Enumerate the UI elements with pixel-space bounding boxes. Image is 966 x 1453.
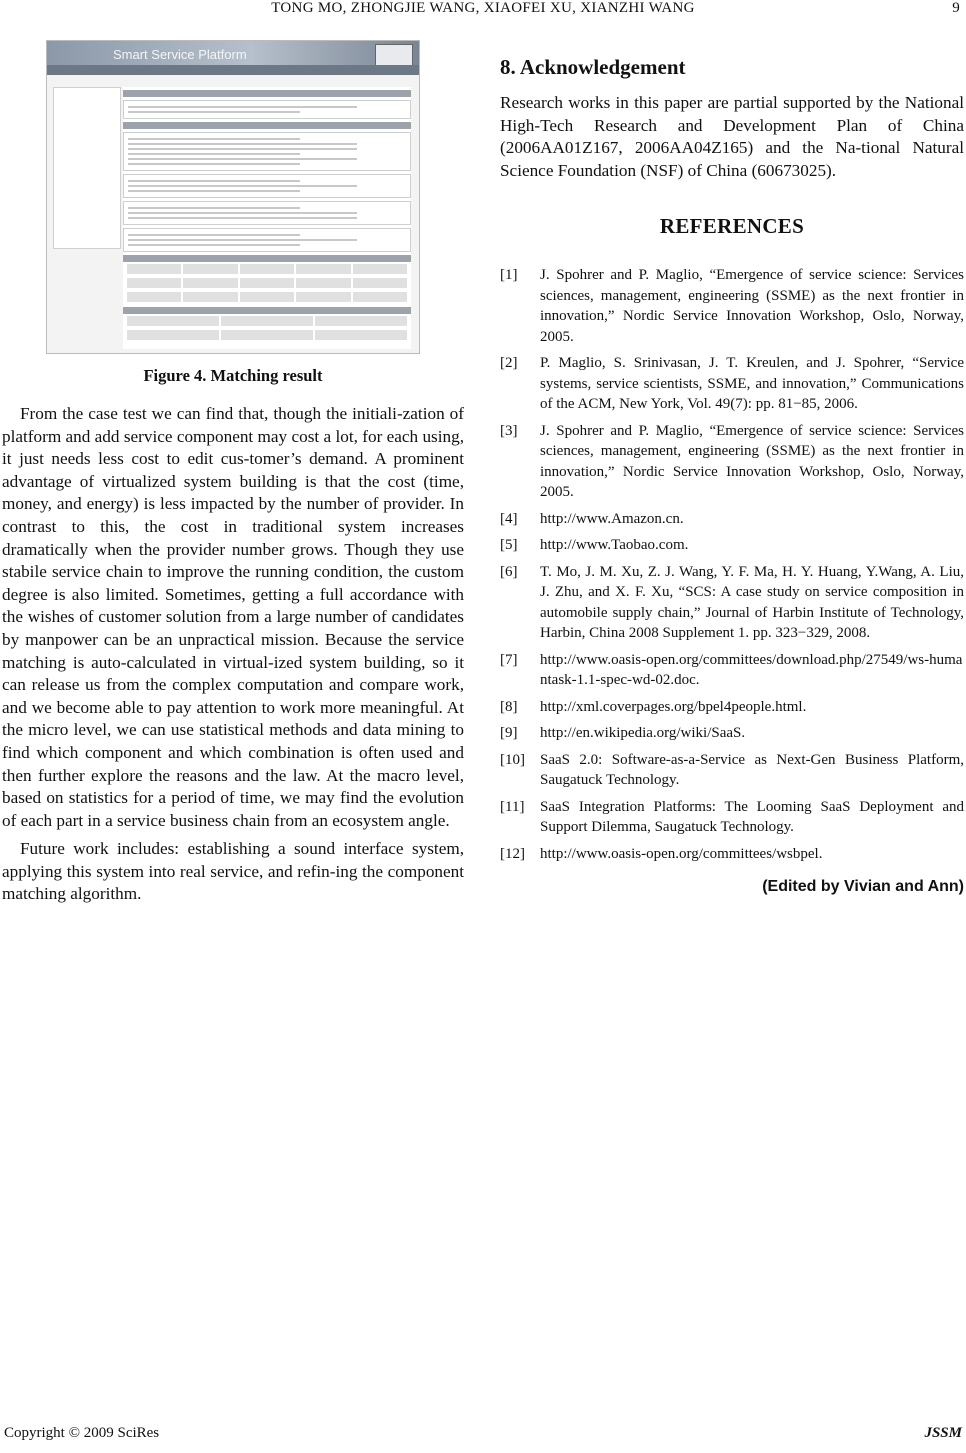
reference-text: http://www.oasis-open.org/committees/download.php/27549/ws-humantask-1.1-spec-wd-02.doc. bbox=[540, 651, 963, 689]
reference-item bbox=[500, 421, 964, 503]
figure-sidebar-heading bbox=[54, 88, 120, 90]
figure-box bbox=[123, 201, 411, 225]
figure-screenshot bbox=[46, 40, 420, 354]
reference-number: [12] bbox=[500, 845, 525, 862]
reference-item bbox=[500, 265, 964, 347]
reference-text: P. Maglio, S. Srinivasan, J. T. Kreulen, and J. Spohrer, “Service systems, service scientists, SSME, and innovation,” Communications of the ACM, New York, Vol. 49(7): pp. 81−85, 2006. bbox=[540, 355, 964, 413]
header-authors: TONG MO, ZHONGJIE WANG, XIAOFEI XU, XIANZHI WANG bbox=[271, 0, 695, 16]
figure-box bbox=[123, 174, 411, 198]
figure-banner-title: Smart Service Platform bbox=[113, 47, 247, 62]
reference-text: J. Spohrer and P. Maglio, “Emergence of service science: Services sciences, management, engineering (SSME) as the next frontier in innovation,” Nordic Service Innovation Workshop, Oslo, Norway, 2005. bbox=[540, 267, 964, 345]
right-column bbox=[500, 40, 964, 896]
references-heading: REFERENCES bbox=[659, 214, 805, 239]
running-header bbox=[0, 0, 966, 24]
reference-number: [2] bbox=[500, 355, 518, 372]
left-column bbox=[2, 40, 464, 912]
reference-item bbox=[500, 797, 964, 838]
body-paragraph: From the case test we can find that, though the initiali-zation of platform and add service component may cost a lot, for each using, it just needs less cost to edit cus-tomer’s demand. A prominent advantage of virtualized system building is that the cost (time, money, and energy) is less impacted by the number of provider. In contrast to this, the cost in traditional system increases dramatically when the provider number grows. Though they use stabile service chain to improve the running condition, the custom degree is also limited. Sometimes, getting a full accordance with the wishes of customer solution from a large number of candidates by manpower can be an unpractical mission. Because the service matching is auto-calculated in virtual-ized system building, so it can release us from the complex computation and compare work, and we become able to pay attention to work more meaningful. At the micro level, we can use statistical methods and data mining to find which component and which combination is often used and then further explore the reasons and the law. At the macro level, based on statistics for a period of time, we may find the evolution of each part in a service business chain from an ecosystem angle. bbox=[2, 404, 464, 830]
reference-text: SaaS Integration Platforms: The Looming SaaS Deployment and Support Dilemma, Saugatuck Technology. bbox=[540, 798, 964, 836]
reference-number: [9] bbox=[500, 725, 518, 742]
reference-number: [10] bbox=[500, 751, 525, 768]
reference-item bbox=[500, 723, 964, 744]
reference-list bbox=[500, 265, 964, 864]
figure-box bbox=[123, 132, 411, 171]
reference-text: SaaS 2.0: Software-as-a-Service as Next-Gen Business Platform, Saugatuck Technology. bbox=[540, 751, 964, 789]
reference-number: [4] bbox=[500, 510, 518, 527]
figure-section-bar bbox=[123, 122, 411, 129]
reference-text: http://xml.coverpages.org/bpel4people.html. bbox=[540, 698, 807, 715]
reference-number: [3] bbox=[500, 422, 518, 439]
reference-number: [5] bbox=[500, 537, 518, 554]
figure-nav-bar bbox=[47, 65, 419, 75]
copyright-notice: Copyright © 2009 SciRes bbox=[4, 1425, 160, 1441]
reference-text: http://en.wikipedia.org/wiki/SaaS. bbox=[540, 725, 746, 742]
reference-item bbox=[500, 844, 964, 865]
figure-caption: Figure 4. Matching result bbox=[143, 366, 323, 385]
reference-number: [8] bbox=[500, 698, 518, 715]
reference-number: [1] bbox=[500, 267, 518, 284]
figure-section-bar bbox=[123, 255, 411, 262]
figure-section-bar bbox=[123, 307, 411, 314]
figure-main-panel bbox=[123, 87, 411, 349]
body-paragraph: Future work includes: establishing a sound interface system, applying this system into real service, and refin-ing the component matching algorithm. bbox=[2, 839, 464, 904]
reference-number: [7] bbox=[500, 651, 518, 668]
reference-item bbox=[500, 535, 964, 556]
reference-text: T. Mo, J. M. Xu, Z. J. Wang, Y. F. Ma, H. Y. Huang, Y.Wang, A. Liu, J. Zhu, and X. F. Xu, “SCS: A case study on service composition in automobile supply chain,” Journal of Harbin Institute of Technology, Harbin, China 2008 Supplement 1. pp. 323−329, 2008. bbox=[540, 563, 964, 642]
figure-section-bar bbox=[123, 90, 411, 97]
reference-item bbox=[500, 353, 964, 415]
acknowledgement-heading: 8. Acknowledgement bbox=[500, 55, 686, 79]
reference-text: J. Spohrer and P. Maglio, “Emergence of service science: Services sciences, management, engineering (SSME) as the next frontier in innovation,” Nordic Service Innovation Workshop, Oslo, Norway, 2005. bbox=[540, 422, 964, 501]
page-footer bbox=[4, 1425, 962, 1442]
reference-item bbox=[500, 650, 964, 691]
reference-text: http://www.Amazon.cn. bbox=[540, 510, 684, 527]
journal-name: JSSM bbox=[924, 1425, 962, 1441]
reference-number: [6] bbox=[500, 563, 518, 580]
reference-item bbox=[500, 509, 964, 530]
reference-item bbox=[500, 697, 964, 718]
figure-sidebar bbox=[53, 87, 121, 249]
reference-item bbox=[500, 750, 964, 791]
reference-text: http://www.Taobao.com. bbox=[540, 537, 689, 554]
reference-item bbox=[500, 562, 964, 644]
figure-box bbox=[123, 100, 411, 119]
figure-box bbox=[123, 228, 411, 252]
acknowledgement-text: Research works in this paper are partial supported by the National High-Tech Research and Development Plan of China (2006AA01Z167, 2006AA04Z165) and the Na-tional Natural Science Foundation (NSF) of China (60673025). bbox=[500, 93, 964, 180]
edited-by-note: (Edited by Vivian and Ann) bbox=[762, 878, 964, 896]
reference-text: http://www.oasis-open.org/committees/wsbpel. bbox=[540, 845, 823, 862]
page-number: 9 bbox=[952, 0, 960, 16]
reference-number: [11] bbox=[500, 798, 525, 815]
